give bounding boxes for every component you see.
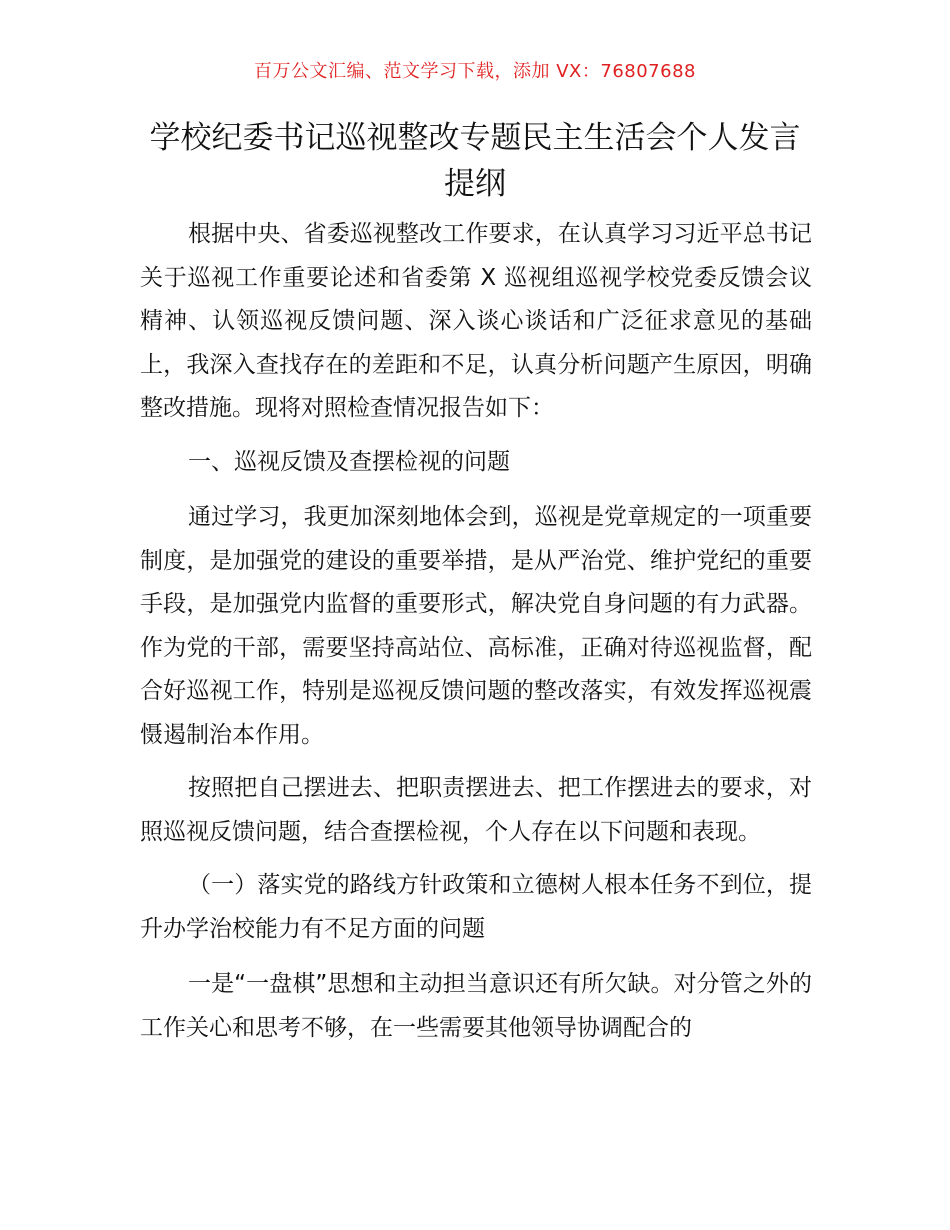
- section-heading-1: 一、巡视反馈及查摆检视的问题: [188, 448, 510, 475]
- paragraph-understanding: 通过学习，我更加深刻地体会到，巡视是党章规定的一项重要制度，是加强党的建设的重要举措，是从严治党、维护党纪的重要手段，是加强党内监督的重要形式，解决党自身问题的有力武器。作为党的干部，需要坚持高站位、高标准，正确对待巡视监督，配合好巡视工作，特别是巡视反馈问题的整改落实，有效发挥巡视震慑遏制治本作用。: [140, 504, 812, 748]
- paragraph-intro: 根据中央、省委巡视整改工作要求，在认真学习习近平总书记关于巡视工作重要论述和省委第 X 巡视组巡视学校党委反馈会议精神、认领巡视反馈问题、深入谈心谈话和广泛征求意见的基础上，我深入查找存在的差距和不足，认真分析问题产生原因，明确整改措施。现将对照检查情况报告如下：: [140, 221, 812, 421]
- paragraph-issue-1: 一是“一盘棋”思想和主动担当意识还有所欠缺。对分管之外的工作关心和思考不够，在一些需要其他领导协调配合的: [140, 971, 812, 1041]
- subsection-heading-1: （一）落实党的路线方针政策和立德树人根本任务不到位，提升办学治校能力有不足方面的问题: [140, 872, 812, 942]
- document-title: 学校纪委书记巡视整改专题民主生活会个人发言提纲: [149, 120, 801, 202]
- header-promo-note: 百万公文汇编、范文学习下载，添加 VX：76807688: [254, 61, 696, 82]
- document-body: [140, 213, 812, 1060]
- paragraph-requirements: 按照把自己摆进去、把职责摆进去、把工作摆进去的要求，对照巡视反馈问题，结合查摆检视，个人存在以下问题和表现。: [140, 775, 812, 845]
